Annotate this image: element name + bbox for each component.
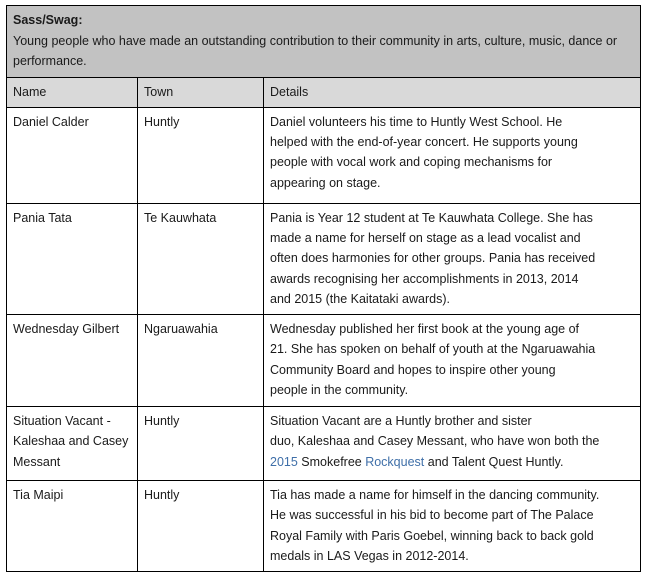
cell-town: Te Kauwhata [138, 203, 264, 314]
details-line: Community Board and hopes to inspire other young [270, 362, 556, 377]
details-line-with-links [270, 452, 634, 472]
cell-town: Huntly [138, 481, 264, 572]
details-line: Situation Vacant are a Huntly brother and sister [270, 414, 532, 428]
cell-name: Wednesday Gilbert [7, 315, 138, 407]
link-2015[interactable]: 2015 [270, 454, 298, 469]
table-row [7, 315, 641, 407]
cell-details [264, 203, 641, 314]
details-line: 21. She has spoken on behalf of youth at the Ngaruawahia [270, 342, 596, 357]
details-line: Wednesday published her first book at the young age of [270, 322, 580, 336]
details-text-plain: Smokefree [297, 454, 366, 469]
cell-town: Huntly [138, 107, 264, 203]
table-title-row [7, 6, 641, 78]
details-line: made a name for herself on stage as a lead vocalist and [270, 231, 581, 245]
cell-details [264, 107, 641, 203]
details-line: often does harmonies for other groups. Pania has received [270, 251, 596, 266]
details-line: awards recognising her accomplishments in 2013, 2014 [270, 271, 579, 286]
details-line: Royal Family with Paris Goebel, winning back to back gold [270, 528, 594, 543]
category-description: Young people who have made an outstanding contribution to their community in arts, culture, music, dance or performance. [13, 34, 618, 69]
cell-details [264, 481, 641, 572]
sass-swag-award-table [6, 5, 641, 572]
cell-name: Pania Tata [7, 203, 138, 314]
table-row [7, 107, 641, 203]
column-header-details: Details [264, 77, 641, 107]
cell-town: Ngaruawahia [138, 315, 264, 407]
details-line: Daniel volunteers his time to Huntly West School. He [270, 114, 563, 129]
details-line: He was successful in his bid to become part of The Palace [270, 508, 594, 523]
cell-details [264, 315, 641, 407]
link-rockquest[interactable]: Rockquest [365, 454, 425, 469]
details-line: people with vocal work and coping mechanisms for [270, 155, 553, 170]
table-header-row [7, 77, 641, 107]
details-line: medals in LAS Vegas in 2012-2014. [270, 548, 469, 563]
table-row [7, 407, 641, 481]
cell-name: Daniel Calder [7, 107, 138, 203]
details-line: appearing on stage. [270, 175, 381, 190]
details-line: people in the community. [270, 382, 409, 397]
details-line: and 2015 (the Kaitataki awards). [270, 291, 450, 306]
details-line: Tia has made a name for himself in the dancing community. [270, 488, 600, 502]
column-header-name: Name [7, 77, 138, 107]
cell-details [264, 407, 641, 481]
details-text-plain: and Talent Quest Huntly. [424, 454, 564, 469]
details-line: duo, Kaleshaa and Casey Messant, who have won both the [270, 434, 600, 449]
details-line: Pania is Year 12 student at Te Kauwhata College. She has [270, 210, 593, 225]
details-line: helped with the end-of-year concert. He supports young [270, 135, 578, 149]
cell-name: Tia Maipi [7, 481, 138, 572]
cell-name: Situation Vacant - Kaleshaa and Casey Messant [7, 407, 138, 481]
table-row [7, 203, 641, 314]
table-title-cell [7, 6, 641, 78]
category-title: Sass/Swag: [13, 13, 83, 27]
column-header-town: Town [138, 77, 264, 107]
table-row [7, 481, 641, 572]
cell-town: Huntly [138, 407, 264, 481]
